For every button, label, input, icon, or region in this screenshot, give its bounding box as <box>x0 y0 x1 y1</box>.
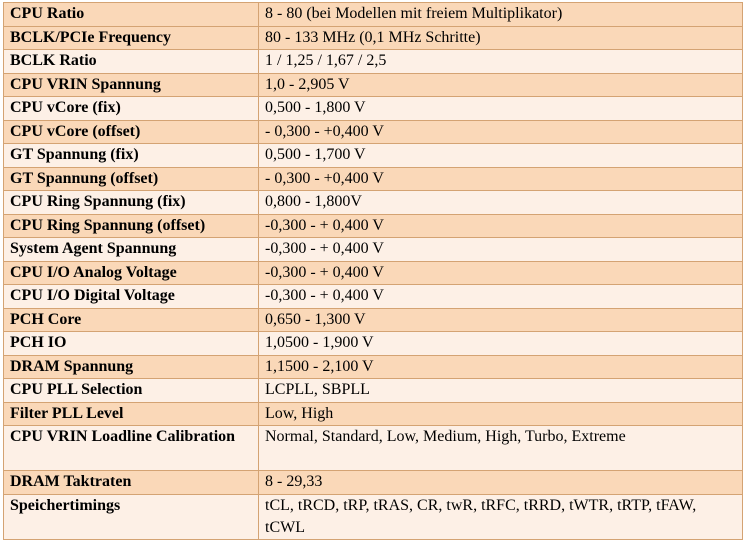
table-row <box>4 494 743 539</box>
table-row <box>4 144 743 168</box>
setting-value: 80 - 133 MHz (0,1 MHz Schritte) <box>259 26 743 50</box>
table-row <box>4 426 743 471</box>
setting-label: CPU vCore (offset) <box>4 120 259 144</box>
table-row <box>4 97 743 121</box>
setting-label: CPU I/O Digital Voltage <box>4 285 259 309</box>
table-row <box>4 73 743 97</box>
setting-value: -0,300 - + 0,400 V <box>259 238 743 262</box>
table-row <box>4 332 743 356</box>
setting-value: 1,0500 - 1,900 V <box>259 332 743 356</box>
setting-label: CPU Ratio <box>4 3 259 27</box>
setting-label: CPU VRIN Spannung <box>4 73 259 97</box>
setting-label: CPU Ring Spannung (offset) <box>4 214 259 238</box>
table-row <box>4 402 743 426</box>
setting-label: Filter PLL Level <box>4 402 259 426</box>
setting-label: CPU VRIN Loadline Calibration <box>4 426 259 471</box>
setting-value: 8 - 80 (bei Modellen mit freiem Multiplikator) <box>259 3 743 27</box>
table-row <box>4 308 743 332</box>
setting-value: 1,0 - 2,905 V <box>259 73 743 97</box>
setting-label: CPU vCore (fix) <box>4 97 259 121</box>
setting-value: -0,300 - + 0,400 V <box>259 261 743 285</box>
setting-value: -0,300 - + 0,400 V <box>259 285 743 309</box>
setting-value: 1,1500 - 2,100 V <box>259 355 743 379</box>
setting-label: GT Spannung (offset) <box>4 167 259 191</box>
setting-value: 1 / 1,25 / 1,67 / 2,5 <box>259 50 743 74</box>
setting-value: 0,500 - 1,800 V <box>259 97 743 121</box>
setting-label: CPU Ring Spannung (fix) <box>4 191 259 215</box>
setting-label: DRAM Taktraten <box>4 471 259 495</box>
setting-value: 8 - 29,33 <box>259 471 743 495</box>
setting-label: PCH IO <box>4 332 259 356</box>
bios-settings-table <box>3 2 743 540</box>
setting-label: BCLK/PCIe Frequency <box>4 26 259 50</box>
setting-label: GT Spannung (fix) <box>4 144 259 168</box>
table-row <box>4 26 743 50</box>
table-row <box>4 167 743 191</box>
setting-label: CPU I/O Analog Voltage <box>4 261 259 285</box>
table-row <box>4 379 743 403</box>
setting-label: DRAM Spannung <box>4 355 259 379</box>
setting-value: 0,500 - 1,700 V <box>259 144 743 168</box>
table-row <box>4 191 743 215</box>
setting-value: 0,650 - 1,300 V <box>259 308 743 332</box>
setting-value: Low, High <box>259 402 743 426</box>
table-row <box>4 50 743 74</box>
setting-label: CPU PLL Selection <box>4 379 259 403</box>
table-row <box>4 238 743 262</box>
setting-value: -0,300 - + 0,400 V <box>259 214 743 238</box>
table-body <box>4 3 743 540</box>
setting-value: Normal, Standard, Low, Medium, High, Turbo, Extreme <box>259 426 743 471</box>
setting-label: System Agent Spannung <box>4 238 259 262</box>
setting-label: BCLK Ratio <box>4 50 259 74</box>
table-row <box>4 3 743 27</box>
table-row <box>4 120 743 144</box>
table-row <box>4 471 743 495</box>
setting-value: - 0,300 - +0,400 V <box>259 167 743 191</box>
table-row <box>4 285 743 309</box>
setting-label: PCH Core <box>4 308 259 332</box>
setting-value: LCPLL, SBPLL <box>259 379 743 403</box>
table-row <box>4 355 743 379</box>
table-row <box>4 214 743 238</box>
table-row <box>4 261 743 285</box>
setting-value: tCL, tRCD, tRP, tRAS, CR, twR, tRFC, tRRD, tWTR, tRTP, tFAW, tCWL <box>259 494 743 539</box>
setting-label: Speichertimings <box>4 494 259 539</box>
setting-value: 0,800 - 1,800V <box>259 191 743 215</box>
setting-value: - 0,300 - +0,400 V <box>259 120 743 144</box>
